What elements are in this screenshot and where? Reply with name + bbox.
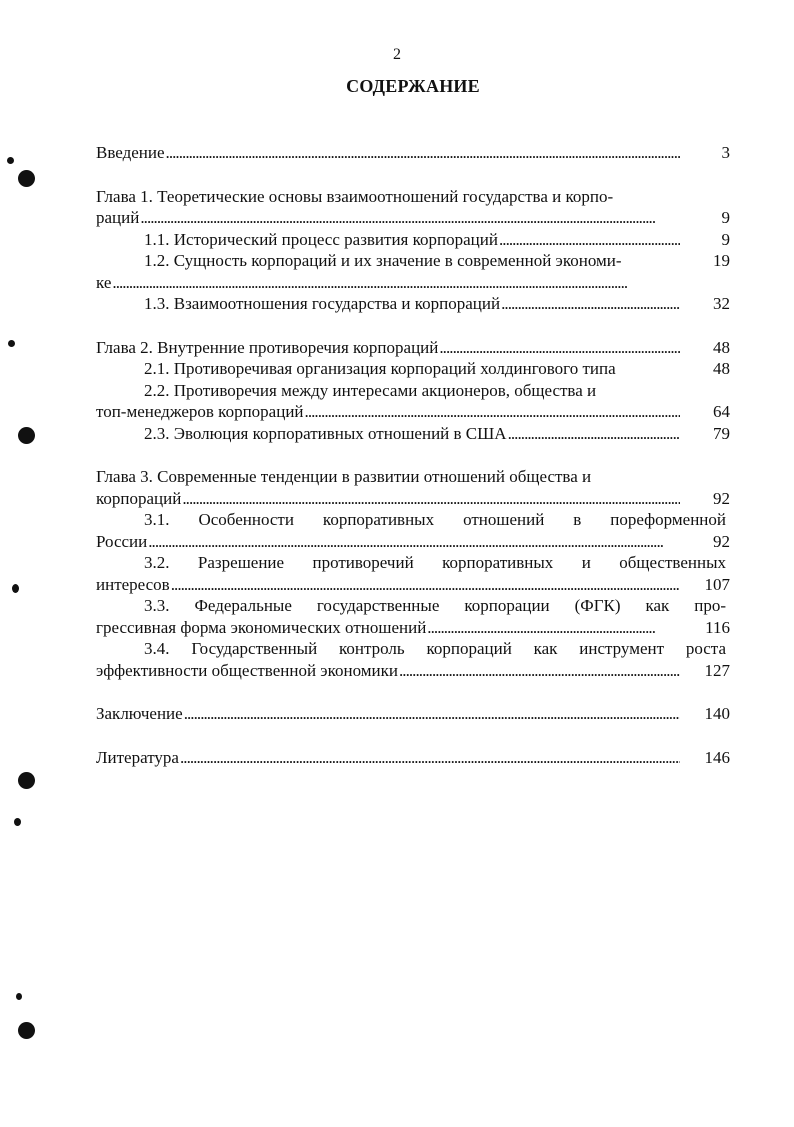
toc-entry-chapter-1[interactable] bbox=[96, 186, 730, 229]
leader-dots bbox=[508, 423, 680, 445]
toc-entry-text: корпораций bbox=[96, 488, 182, 508]
toc-entry-text: 3.4. Государственный контроль корпораций как инструмент роста bbox=[144, 639, 726, 658]
toc-entry-section-1-3[interactable] bbox=[96, 293, 730, 315]
toc-entry-section-1-2[interactable] bbox=[96, 250, 730, 293]
toc-entry-section-2-3[interactable] bbox=[96, 423, 730, 445]
binder-hole-mark bbox=[7, 157, 14, 164]
toc-entry-section-2-1[interactable] bbox=[96, 358, 730, 380]
leader-dots bbox=[182, 488, 680, 510]
toc-entry-text: 1.2. Сущность корпораций и их значение в современной экономи- bbox=[144, 251, 622, 270]
toc-page-number: 48 bbox=[713, 337, 730, 357]
toc-page-number: 79 bbox=[713, 423, 730, 443]
toc-entry-text: раций bbox=[96, 208, 140, 227]
toc-entry-text: Литература bbox=[96, 747, 179, 767]
toc-entry-section-3-1[interactable] bbox=[96, 509, 730, 552]
binder-hole-mark bbox=[14, 818, 21, 826]
toc-entry-text: 3.3. Федеральные государственные корпорации (ФГК) как про- bbox=[144, 596, 726, 615]
toc-page-number: 48 bbox=[713, 359, 730, 378]
toc-page-number: 9 bbox=[721, 229, 730, 249]
toc-entry-text: Глава 2. Внутренние противоречия корпораций bbox=[96, 337, 439, 357]
leader-dots bbox=[184, 703, 680, 725]
binder-hole-mark bbox=[12, 584, 19, 593]
toc-entry-section-3-4[interactable] bbox=[96, 638, 730, 681]
toc-entry-text: 1.1. Исторический процесс развития корпораций bbox=[144, 229, 498, 249]
toc-entry-literature[interactable] bbox=[96, 747, 730, 769]
toc-entry-chapter-3[interactable] bbox=[96, 466, 730, 509]
toc-page-number: 146 bbox=[704, 747, 730, 767]
toc-page-number: 116 bbox=[705, 617, 730, 637]
binder-hole-mark bbox=[8, 340, 15, 347]
toc-entry-text: 3.2. Разрешение противоречий корпоративных и общественных bbox=[144, 553, 726, 572]
toc-page-number: 64 bbox=[713, 402, 730, 421]
toc-entry-conclusion[interactable] bbox=[96, 703, 730, 725]
binder-hole-mark bbox=[18, 1022, 35, 1039]
toc-entry-text: грессивная форма экономических отношений bbox=[96, 617, 427, 637]
toc-entry-text: интересов bbox=[96, 574, 170, 594]
toc-entry-text: топ-менеджеров корпораций bbox=[96, 402, 304, 421]
binder-hole-mark bbox=[18, 170, 35, 187]
toc-page-number: 9 bbox=[721, 208, 730, 227]
table-of-contents bbox=[96, 142, 730, 768]
binder-hole-mark bbox=[18, 427, 35, 444]
toc-page-number: 107 bbox=[704, 574, 730, 594]
toc-page-number: 140 bbox=[704, 704, 730, 723]
toc-entry-text: Глава 3. Современные тенденции в развитии отношений общества и bbox=[96, 467, 592, 486]
toc-page-number: 92 bbox=[713, 531, 730, 551]
toc-entry-chapter-2[interactable] bbox=[96, 337, 730, 359]
toc-entry-section-3-3[interactable] bbox=[96, 595, 730, 638]
toc-entry-text: России bbox=[96, 531, 148, 551]
toc-entry-text: ке bbox=[96, 272, 112, 292]
toc-entry-introduction[interactable] bbox=[96, 142, 730, 164]
leader-dots bbox=[501, 293, 680, 315]
leader-dots bbox=[427, 617, 656, 639]
leader-dots bbox=[112, 272, 680, 294]
leader-dots bbox=[399, 660, 680, 682]
leader-dots bbox=[140, 207, 680, 229]
page-title: СОДЕРЖАНИЕ bbox=[346, 76, 480, 96]
toc-entry-text: Глава 1. Теоретические основы взаимоотношений государства и корпо- bbox=[96, 186, 614, 206]
toc-page-number: 92 bbox=[713, 488, 730, 508]
leader-dots bbox=[171, 574, 680, 596]
toc-page-number: 127 bbox=[704, 660, 730, 680]
leader-dots bbox=[439, 337, 680, 359]
toc-entry-text: эффективности общественной экономики bbox=[96, 660, 398, 680]
toc-entry-section-3-2[interactable] bbox=[96, 552, 730, 595]
leader-dots bbox=[180, 747, 680, 769]
toc-entry-text: Заключение bbox=[96, 704, 183, 723]
toc-entry-text: 2.1. Противоречивая организация корпораций холдингового типа bbox=[144, 359, 616, 378]
toc-entry-text: 2.3. Эволюция корпоративных отношений в США bbox=[144, 423, 507, 443]
leader-dots bbox=[166, 142, 680, 164]
leader-dots bbox=[499, 229, 680, 251]
toc-entry-section-1-1[interactable] bbox=[96, 229, 730, 251]
toc-page-number: 3 bbox=[721, 143, 730, 162]
binder-hole-mark bbox=[16, 993, 22, 1000]
toc-entry-section-2-2[interactable] bbox=[96, 380, 730, 423]
binder-hole-mark bbox=[18, 772, 35, 789]
toc-entry-text: 1.3. Взаимоотношения государства и корпораций bbox=[144, 294, 501, 313]
toc-entry-text: 2.2. Противоречия между интересами акционеров, общества и bbox=[144, 380, 597, 400]
toc-page-number: 32 bbox=[713, 294, 730, 313]
leader-dots bbox=[148, 531, 680, 553]
leader-dots bbox=[305, 401, 680, 423]
toc-entry-text: Введение bbox=[96, 143, 165, 162]
toc-entry-text: 3.1. Особенности корпоративных отношений в пореформенной bbox=[144, 510, 726, 529]
page-number: 2 bbox=[393, 46, 401, 63]
toc-page-number: 19 bbox=[713, 251, 730, 270]
